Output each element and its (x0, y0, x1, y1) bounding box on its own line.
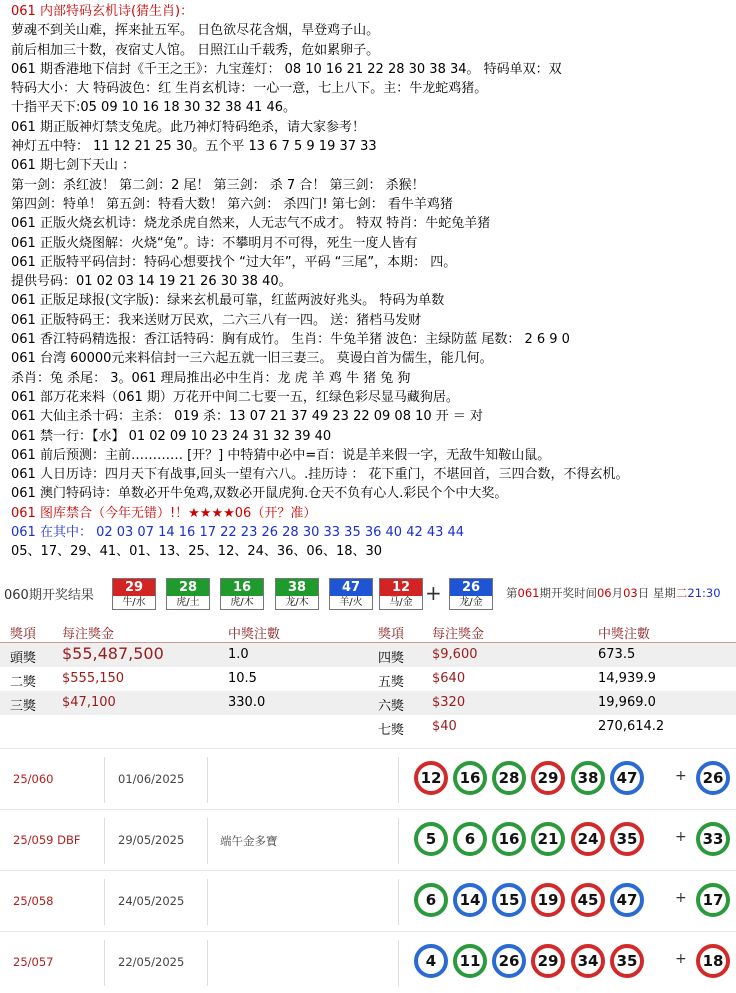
draw-id[interactable]: 25/059 DBF (13, 833, 81, 847)
poem-line: 061 期香港地下信封《千王之王》：九宝莲灯： 08 10 16 21 22 28 30 38 34。 特码单双：双 (11, 61, 562, 77)
draw-row[interactable] (0, 870, 736, 931)
draw-special-ball: 26 (696, 761, 730, 795)
prize-name: 六獎 (378, 699, 405, 714)
result-ball (220, 578, 264, 610)
poem-line: 061 香江特码精选报：香江话特码：胸有成竹。 生肖：牛兔羊猪 波色：主绿防蓝 尾数： 2 6 9 0 (11, 332, 570, 348)
header-amount: 每注獎金 (62, 627, 115, 642)
prize-name: 二獎 (10, 675, 37, 690)
special-ball-number: 26 (450, 579, 492, 596)
prize-row (368, 667, 736, 691)
draw-date: 29/05/2025 (118, 833, 185, 847)
result-ball-number: 12 (380, 579, 422, 596)
draw-row[interactable] (0, 748, 736, 809)
result-ball-number: 47 (330, 579, 372, 596)
draw-day: 03 (623, 586, 638, 600)
header-prize: 獎項 (10, 627, 37, 642)
draw-row[interactable] (0, 931, 736, 992)
result-ball (379, 578, 423, 610)
draw-ball: 28 (492, 761, 526, 795)
prize-row (0, 691, 368, 715)
poem-line: 061 正版火烧玄机诗：烧龙杀虎自然来，人无志气不成才。 特双 特肖：牛蛇兔羊猪 (11, 216, 491, 232)
draw-ball: 45 (571, 883, 605, 917)
poem-line: 前后相加三十数，夜宿丈人馆。 日照江山千载秀，危如累卵子。 (11, 42, 380, 58)
result-ball-number: 29 (113, 579, 155, 596)
prize-row (368, 643, 736, 667)
poem-line: 061 禁一行：【水】 01 02 09 10 23 24 31 32 39 40 (11, 428, 332, 444)
header-amount: 每注獎金 (432, 627, 485, 642)
prize-row (0, 667, 368, 691)
poem-line: 061 前后预测：主前………… [开？] 中特猜中必中=百：说是羊来假一字，无敌牛知鞍山鼠。 (11, 447, 551, 463)
result-ball (112, 578, 156, 610)
prize-winners: 14,939.9 (598, 671, 656, 686)
special-ball-zodiac: 龙/金 (459, 597, 483, 608)
draw-history-list (0, 748, 736, 993)
prize-header (368, 619, 736, 643)
poem-line: 第一剑：杀红波！ 第二剑：2 尾！ 第三剑： 杀 7 合！ 第三剑： 杀猴！ (11, 177, 425, 193)
result-bar (0, 575, 736, 613)
draw-ball: 14 (453, 883, 487, 917)
draw-ball: 5 (414, 822, 448, 856)
draw-ball: 16 (492, 822, 526, 856)
draw-time: 21:30 (687, 586, 721, 600)
draw-ball: 24 (571, 822, 605, 856)
result-ball-zodiac: 虎/木 (230, 597, 254, 608)
result-ball-number: 16 (221, 579, 263, 596)
plus-sign: + (675, 951, 687, 967)
draw-special-ball: 33 (696, 822, 730, 856)
draw-ball: 35 (610, 944, 644, 978)
draw-special-ball: 18 (696, 944, 730, 978)
draw-special-ball: 17 (696, 883, 730, 917)
poem-line: 神灯五中特： 11 12 21 25 30。五个平 13 6 7 5 9 19 37 33 (11, 139, 377, 155)
result-ball (329, 578, 373, 610)
prize-table-right (368, 619, 736, 739)
poem-line: 061 正版火烧图解：火烧“兔”。诗：不攀明月不可得，死生一度人皆有 (11, 235, 418, 251)
prize-name: 七獎 (378, 723, 405, 738)
draw-date: 24/05/2025 (118, 894, 185, 908)
prize-table-left (0, 619, 368, 715)
poem-line: 061 期正版神灯禁支兔虎。此乃神灯特码绝杀，请大家参考！ (11, 119, 365, 135)
header-winners: 中獎注數 (228, 627, 281, 642)
draw-ball: 19 (531, 883, 565, 917)
next-period: 061 (517, 586, 540, 600)
prize-name: 頭獎 (10, 651, 37, 666)
draw-row[interactable] (0, 809, 736, 870)
draw-id[interactable]: 25/060 (13, 772, 54, 786)
poem-line: 05、17、29、41、01、13、25、12、24、36、06、18、30 (11, 544, 383, 560)
draw-ball: 6 (414, 883, 448, 917)
draw-ball: 6 (453, 822, 487, 856)
poem-line: 061 澳门特码诗：单数必开牛兔鸡,双数必开鼠虎狗.仓天不负有心人.彩民个个中大奖。 (11, 486, 508, 502)
poem-line: 061 大仙主杀十码：主杀： 019 杀：13 07 21 37 49 23 22 09 08 10 开 ＝ 对 (11, 409, 484, 425)
prize-name: 三獎 (10, 699, 37, 714)
draw-ball: 29 (531, 944, 565, 978)
prize-winners: 19,969.0 (598, 695, 656, 710)
draw-weekday: 二 (675, 586, 688, 600)
result-ball-zodiac: 龙/木 (285, 597, 309, 608)
result-ball-zodiac: 羊/火 (339, 597, 363, 608)
result-ball-number: 38 (276, 579, 318, 596)
draw-ball: 4 (414, 944, 448, 978)
prize-winners: 330.0 (228, 695, 266, 710)
next-draw-info: 第061期开奖时间06月03日 星期二21:30 (506, 586, 721, 600)
prize-amount: $55,487,500 (62, 644, 164, 663)
prize-name: 四獎 (378, 651, 405, 666)
prize-winners: 1.0 (228, 647, 249, 662)
poem-line: 061 内部特码玄机诗(猜生肖)： (11, 4, 194, 19)
poem-line: 提供号码：01 02 03 14 19 21 26 30 38 40。 (11, 274, 292, 290)
prize-winners: 673.5 (598, 647, 636, 662)
special-ball (449, 578, 493, 610)
prize-amount: $9,600 (432, 647, 478, 662)
draw-id[interactable]: 25/057 (13, 955, 54, 969)
draw-ball: 16 (453, 761, 487, 795)
prize-amount: $555,150 (62, 671, 125, 686)
draw-month: 06 (596, 586, 612, 600)
poem-line: 061 图库禁合（今年无错）!！★★★★06（开？准） (11, 505, 317, 521)
result-ball (275, 578, 319, 610)
poem-line: 萝魂不到关山难，挥来扯五军。 日色欲尽花含烟，旱登鸡子山。 (11, 23, 380, 39)
draw-id[interactable]: 25/058 (13, 894, 54, 908)
poem-line: 061 正版特码王：我来送财万民欢，二六三八有一四。 送：猪档马发财 (11, 312, 422, 328)
draw-date: 01/06/2025 (118, 772, 185, 786)
poem-line: 061 台湾 60000元来料信封一三六起五就一旧三妻三。 莫谩白首为儒生，能几何。 (11, 351, 493, 367)
poem-line: 杀肖：兔 杀尾： 3。061 理局推出必中生肖：龙 虎 羊 鸡 牛 猪 兔 狗 (11, 370, 411, 386)
poem-line: 061 人日历诗：四月天下有战事,回头一望有六八。.挂历诗 ： 花下重门，不堪回首，三四合数，不得玄机。 (11, 467, 629, 483)
result-ball-zodiac: 马/金 (389, 597, 413, 608)
draw-ball: 34 (571, 944, 605, 978)
draw-ball: 47 (610, 883, 644, 917)
header-prize: 獎項 (378, 627, 405, 642)
plus-sign: + (675, 768, 687, 784)
prize-table (0, 619, 736, 747)
draw-ball: 38 (571, 761, 605, 795)
header-winners: 中獎注數 (598, 627, 651, 642)
prize-row (0, 643, 368, 667)
poem-line: 061 正版特平码信封：特码心想要找个 “过大年”，平码 “三尾”，本期： 四。 (11, 254, 457, 270)
draw-ball: 12 (414, 761, 448, 795)
draw-ball: 26 (492, 944, 526, 978)
draw-ball: 15 (492, 883, 526, 917)
result-ball-zodiac: 牛/水 (122, 597, 146, 608)
poem-line: 061 期七剑下天山 ： (11, 158, 136, 174)
prize-amount: $47,100 (62, 695, 116, 710)
poem-line: 第四剑：特单！ 第五剑：特看大数！ 第六剑： 杀四门! 第七剑： 看牛羊鸡猪 (11, 196, 453, 212)
prize-amount: $320 (432, 695, 466, 710)
plus-sign: + (675, 890, 687, 906)
prize-winners: 10.5 (228, 671, 257, 686)
result-ball (166, 578, 210, 610)
draw-note: 端午金多寶 (220, 834, 278, 848)
poem-line: 061 正版足球报(文字版)：绿来玄机最可靠，红蓝两波好兆头。 特码为单数 (11, 293, 445, 309)
poem-line: 061 部万花来料（061 期）万花开中间二七要一五，红绿色彩尽显马藏狗居。 (11, 389, 459, 405)
draw-ball: 21 (531, 822, 565, 856)
poem-line: 特码大小：大 特码波色：红 生肖玄机诗：一心一意，七上八下。主：牛龙蛇鸡猪。 (11, 81, 488, 97)
prize-row (368, 691, 736, 715)
prize-amount: $40 (432, 719, 457, 734)
plus-sign: + (675, 829, 687, 845)
poem-line: 061 在其中： 02 03 07 14 16 17 22 23 26 28 30 33 35 36 40 42 43 44 (11, 525, 465, 541)
prize-header (0, 619, 368, 643)
draw-ball: 29 (531, 761, 565, 795)
draw-date: 22/05/2025 (118, 955, 185, 969)
poem-line: 十指平天下:05 09 10 16 18 30 32 38 41 46。 (11, 100, 296, 116)
result-bar-label: 060期开奖结果 (4, 588, 94, 603)
prize-amount: $640 (432, 671, 466, 686)
plus-sign: + (425, 581, 442, 605)
prize-row (368, 715, 736, 739)
draw-ball: 11 (453, 944, 487, 978)
prize-winners: 270,614.2 (598, 719, 665, 734)
result-ball-zodiac: 虎/土 (176, 597, 200, 608)
draw-ball: 47 (610, 761, 644, 795)
result-ball-number: 28 (167, 579, 209, 596)
draw-ball: 35 (610, 822, 644, 856)
prize-name: 五獎 (378, 675, 405, 690)
